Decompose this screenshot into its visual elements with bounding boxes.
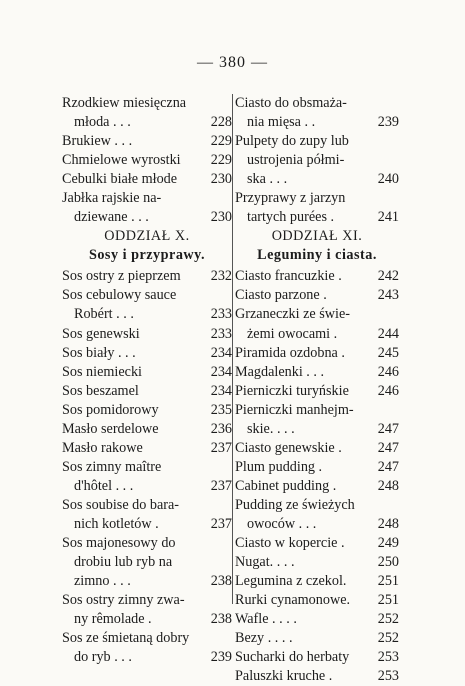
entry-page-number: 236 <box>210 420 232 437</box>
index-entry <box>62 132 232 151</box>
index-entry-continuation <box>62 515 232 534</box>
index-entry <box>235 534 399 553</box>
entry-page-number: 237 <box>210 477 232 494</box>
index-entry <box>62 325 232 344</box>
column-divider <box>232 94 233 604</box>
index-entry <box>62 401 232 420</box>
entry-text: d'hôtel . . . <box>74 477 134 494</box>
entry-text: Pierniczki manhejm- <box>235 401 354 418</box>
entry-text: skie. . . . <box>247 420 295 437</box>
index-entry <box>235 572 399 591</box>
index-entry <box>235 94 399 113</box>
index-entry <box>62 267 232 286</box>
entry-page-number: 250 <box>377 554 399 571</box>
index-entry <box>62 189 232 208</box>
index-entry <box>235 667 399 686</box>
index-entry <box>62 344 232 363</box>
entry-page-number: 238 <box>210 611 232 628</box>
entry-page-number: 247 <box>377 458 399 475</box>
entry-page-number: 248 <box>377 515 399 532</box>
index-entry <box>235 477 399 496</box>
index-entry-continuation <box>235 420 399 439</box>
entry-text: Ciasto genewskie . <box>235 439 342 456</box>
entry-page-number: 239 <box>210 649 232 666</box>
entry-page-number: 230 <box>210 209 232 226</box>
entry-text: młoda . . . <box>74 114 131 131</box>
entry-page-number: 235 <box>210 401 232 418</box>
index-entry <box>62 458 232 477</box>
index-entry <box>235 267 399 286</box>
entry-page-number: 237 <box>210 515 232 532</box>
entry-text: Masło serdelowe <box>62 420 159 437</box>
entry-page-number: 240 <box>377 171 399 188</box>
entry-page-number: 234 <box>210 363 232 380</box>
index-entry <box>235 553 399 572</box>
entry-text: żemi owocami . <box>247 325 338 342</box>
index-entry <box>62 170 232 189</box>
section-subheading: Leguminy i ciasta. <box>257 247 377 264</box>
entry-page-number: 252 <box>377 630 399 647</box>
section-heading: ODDZIAŁ XI. <box>271 228 363 245</box>
entry-text: Pudding ze świeżych <box>235 496 355 513</box>
entry-page-number: 244 <box>377 325 399 342</box>
index-entry-continuation <box>62 208 232 227</box>
index-entry <box>235 610 399 629</box>
index-entry <box>62 151 232 170</box>
index-entry <box>62 286 232 305</box>
entry-page-number: 247 <box>377 420 399 437</box>
entry-page-number: 242 <box>377 268 399 285</box>
entry-text: drobiu lub ryb na <box>74 554 173 571</box>
entry-page-number: 252 <box>377 611 399 628</box>
index-entry-continuation <box>62 553 232 572</box>
entry-text: Grzaneczki ze świe- <box>235 306 351 323</box>
entry-text: Sos ostry z pieprzem <box>62 268 181 285</box>
entry-text: Cebulki białe młode <box>62 171 178 188</box>
entry-page-number: 251 <box>377 592 399 609</box>
index-entry <box>62 534 232 553</box>
index-entry <box>235 496 399 515</box>
entry-text: Ciasto francuzkie . <box>235 268 342 285</box>
entry-text: Sos niemiecki <box>62 363 142 380</box>
entry-text: Sos zimny maître <box>62 458 162 475</box>
index-entry <box>235 363 399 382</box>
index-entry <box>235 401 399 420</box>
entry-text: Piramida ozdobna . <box>235 344 345 361</box>
entry-text: ska . . . <box>247 171 288 188</box>
entry-text: Sos pomidorowy <box>62 401 159 418</box>
index-entry <box>235 344 399 363</box>
entry-page-number: 251 <box>377 573 399 590</box>
index-entry-continuation <box>62 572 232 591</box>
entry-text: Paluszki kruche . <box>235 668 333 685</box>
entry-page-number: 238 <box>210 573 232 590</box>
entry-text: ny rêmolade . <box>74 611 152 628</box>
entry-text: Plum pudding . <box>235 458 323 475</box>
index-entry-continuation <box>62 477 232 496</box>
entry-text: Sos soubise do bara- <box>62 496 180 513</box>
index-entry-continuation <box>62 610 232 629</box>
entry-page-number: 230 <box>210 171 232 188</box>
entry-text: Brukiew . . . <box>62 133 133 150</box>
entry-text: Chmielowe wyrostki <box>62 152 181 169</box>
entry-text: do ryb . . . <box>74 649 132 666</box>
entry-page-number: 229 <box>210 152 232 169</box>
entry-page-number: 228 <box>210 114 232 131</box>
entry-page-number: 232 <box>210 268 232 285</box>
entry-page-number: 239 <box>377 114 399 131</box>
entry-text: Sos ostry zimny zwa- <box>62 592 185 609</box>
index-entry <box>235 629 399 648</box>
entry-page-number: 234 <box>210 382 232 399</box>
entry-page-number: 233 <box>210 306 232 323</box>
index-entry <box>235 132 399 151</box>
entry-page-number: 253 <box>377 649 399 666</box>
index-entry-continuation <box>235 325 399 344</box>
entry-text: Sos majonesowy do <box>62 535 176 552</box>
entry-text: Sos biały . . . <box>62 344 136 361</box>
entry-text: Sos beszamel <box>62 382 139 399</box>
section-heading: ODDZIAŁ X. <box>104 228 190 245</box>
index-entry-continuation <box>235 151 399 170</box>
entry-page-number: 234 <box>210 344 232 361</box>
index-entry <box>235 286 399 305</box>
index-entry <box>62 382 232 401</box>
entry-text: Sos cebulowy sauce <box>62 287 177 304</box>
index-entry <box>235 382 399 401</box>
entry-page-number: 246 <box>377 363 399 380</box>
entry-text: Wafle . . . . <box>235 611 297 628</box>
entry-page-number: 245 <box>377 344 399 361</box>
entry-text: Rzodkiew miesięczna <box>62 95 187 111</box>
index-entry <box>62 496 232 515</box>
entry-text: ustrojenia półmi- <box>247 152 345 169</box>
entry-text: Sucharki do herbaty <box>235 649 350 666</box>
entry-text: Robért . . . <box>74 306 134 323</box>
entry-page-number: 246 <box>377 382 399 399</box>
entry-text: Ciasto w kopercie . <box>235 535 345 552</box>
index-entry-continuation <box>62 113 232 132</box>
entry-text: Sos ze śmietaną dobry <box>62 630 190 647</box>
entry-page-number: 233 <box>210 325 232 342</box>
index-entry-continuation <box>235 170 399 189</box>
index-left-column <box>62 94 232 667</box>
entry-text: nich kotletów . <box>74 515 159 532</box>
index-entry <box>235 591 399 610</box>
entry-text: Pulpety do zupy lub <box>235 133 349 150</box>
index-entry-continuation <box>235 113 399 132</box>
entry-text: Masło rakowe <box>62 439 143 456</box>
entry-page-number: 237 <box>210 439 232 456</box>
entry-text: Nugat. . . . <box>235 554 295 571</box>
index-entry-continuation <box>235 208 399 227</box>
index-entry <box>62 591 232 610</box>
index-right-column <box>235 94 399 686</box>
entry-page-number: 243 <box>377 287 399 304</box>
entry-page-number: 249 <box>377 535 399 552</box>
entry-text: Sos genewski <box>62 325 140 342</box>
index-entry <box>62 363 232 382</box>
entry-text: Rurki cynamonowe. <box>235 592 351 609</box>
entry-text: Legumina z czekol. <box>235 573 347 590</box>
entry-text: tartych purées . <box>247 209 335 226</box>
entry-page-number: 253 <box>377 668 399 685</box>
entry-text: Ciasto do obsmaża- <box>235 95 347 111</box>
index-entry <box>235 458 399 477</box>
section-subheading: Sosy i przyprawy. <box>88 247 206 264</box>
entry-text: Bezy . . . . <box>235 630 293 647</box>
entry-page-number: 248 <box>377 477 399 494</box>
entry-text: nia mięsa . . <box>247 114 316 131</box>
index-entry <box>235 439 399 458</box>
entry-text: Przyprawy z jarzyn <box>235 190 346 207</box>
index-entry <box>62 420 232 439</box>
entry-text: dziewane . . . <box>74 209 149 226</box>
entry-text: Cabinet pudding . <box>235 477 337 494</box>
page-number: — 380 — <box>197 54 268 71</box>
index-entry <box>235 648 399 667</box>
entry-text: Ciasto parzone . <box>235 287 327 304</box>
index-entry-continuation <box>235 515 399 534</box>
index-entry-continuation <box>62 648 232 667</box>
entry-page-number: 247 <box>377 439 399 456</box>
index-entry-continuation <box>62 305 232 324</box>
entry-text: owoców . . . <box>247 515 317 532</box>
index-entry <box>235 305 399 324</box>
index-entry <box>62 439 232 458</box>
entry-page-number: 241 <box>377 209 399 226</box>
entry-text: Magdalenki . . . <box>235 363 325 380</box>
entry-text: Jabłka rajskie na- <box>62 190 162 207</box>
entry-page-number: 229 <box>210 133 232 150</box>
entry-text: zimno . . . <box>74 573 131 590</box>
entry-text: Pierniczki turyńskie <box>235 382 349 399</box>
index-entry <box>235 189 399 208</box>
index-entry <box>62 94 232 113</box>
index-entry <box>62 629 232 648</box>
